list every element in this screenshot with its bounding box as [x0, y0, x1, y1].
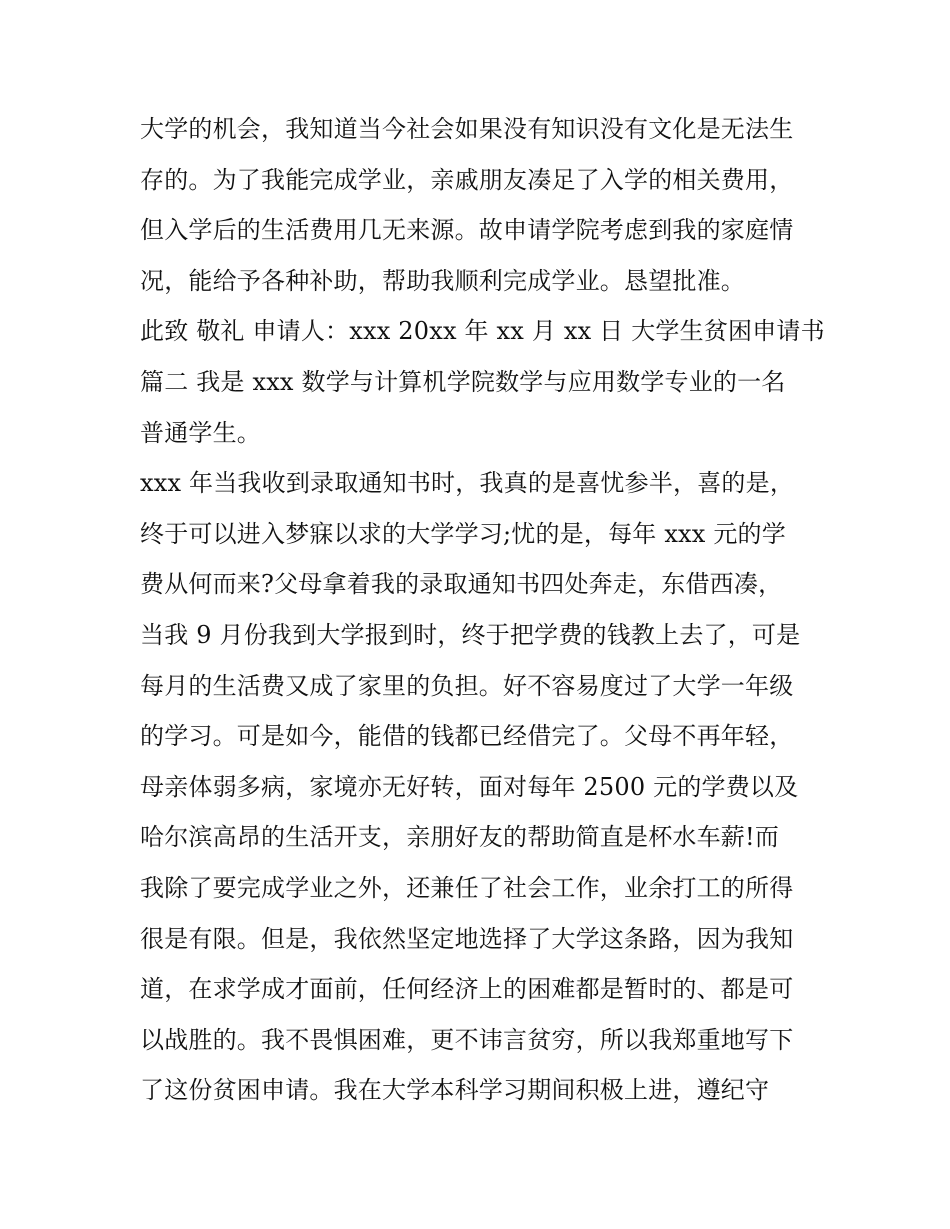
- text-line: 况，能给予各种补助，帮助我顺利完成学业。恳望批准。: [140, 266, 745, 295]
- text-line: 以战胜的。我不畏惧困难，更不讳言贫穷，所以我郑重地写下: [140, 1025, 794, 1054]
- text-line: 终于可以进入梦寐以求的大学学习;忧的是，每年 xxx 元的学: [140, 519, 786, 548]
- text-line: 每月的生活费又成了家里的负担。好不容易度过了大学一年级: [140, 671, 794, 700]
- text-line: 母亲体弱多病，家境亦无好转，面对每年 2500 元的学费以及: [140, 772, 799, 801]
- text-line: 当我 9 月份我到大学报到时，终于把学费的钱教上去了，可是: [140, 620, 801, 649]
- text-line: 费从何而来?父母拿着我的录取通知书四处奔走，东借西凑，: [140, 570, 783, 599]
- text-line: 哈尔滨高昂的生活开支，亲朋好友的帮助简直是杯水车薪!而: [140, 823, 780, 852]
- text-line: 道，在求学成才面前，任何经济上的困难都是暂时的、都是可: [140, 975, 794, 1004]
- text-line: 很是有限。但是，我依然坚定地选择了大学这条路，因为我知: [140, 924, 794, 953]
- text-line: 此致 敬礼 申请人：xxx 20xx 年 xx 月 xx 日 大学生贫困申请书: [140, 317, 825, 346]
- text-line: 的学习。可是如今，能借的钱都已经借完了。父母不再年轻，: [140, 722, 794, 751]
- text-line: 但入学后的生活费用几无来源。故申请学院考虑到我的家庭情: [140, 216, 794, 245]
- text-line: 存的。为了我能完成学业，亲戚朋友凑足了入学的相关费用，: [140, 165, 794, 194]
- text-line: xxx 年当我收到录取通知书时，我真的是喜忧参半，喜的是，: [140, 469, 795, 498]
- text-line: 篇二 我是 xxx 数学与计算机学院数学与应用数学专业的一名: [140, 367, 786, 396]
- text-line: 大学的机会，我知道当今社会如果没有知识没有文化是无法生: [140, 115, 794, 143]
- body-text: [140, 104, 840, 1116]
- text-line: 我除了要完成学业之外，还兼任了社会工作，业余打工的所得: [140, 873, 794, 902]
- text-line: 普通学生。: [140, 418, 261, 447]
- text-line: 了这份贫困申请。我在大学本科学习期间积极上进，遵纪守: [140, 1076, 770, 1105]
